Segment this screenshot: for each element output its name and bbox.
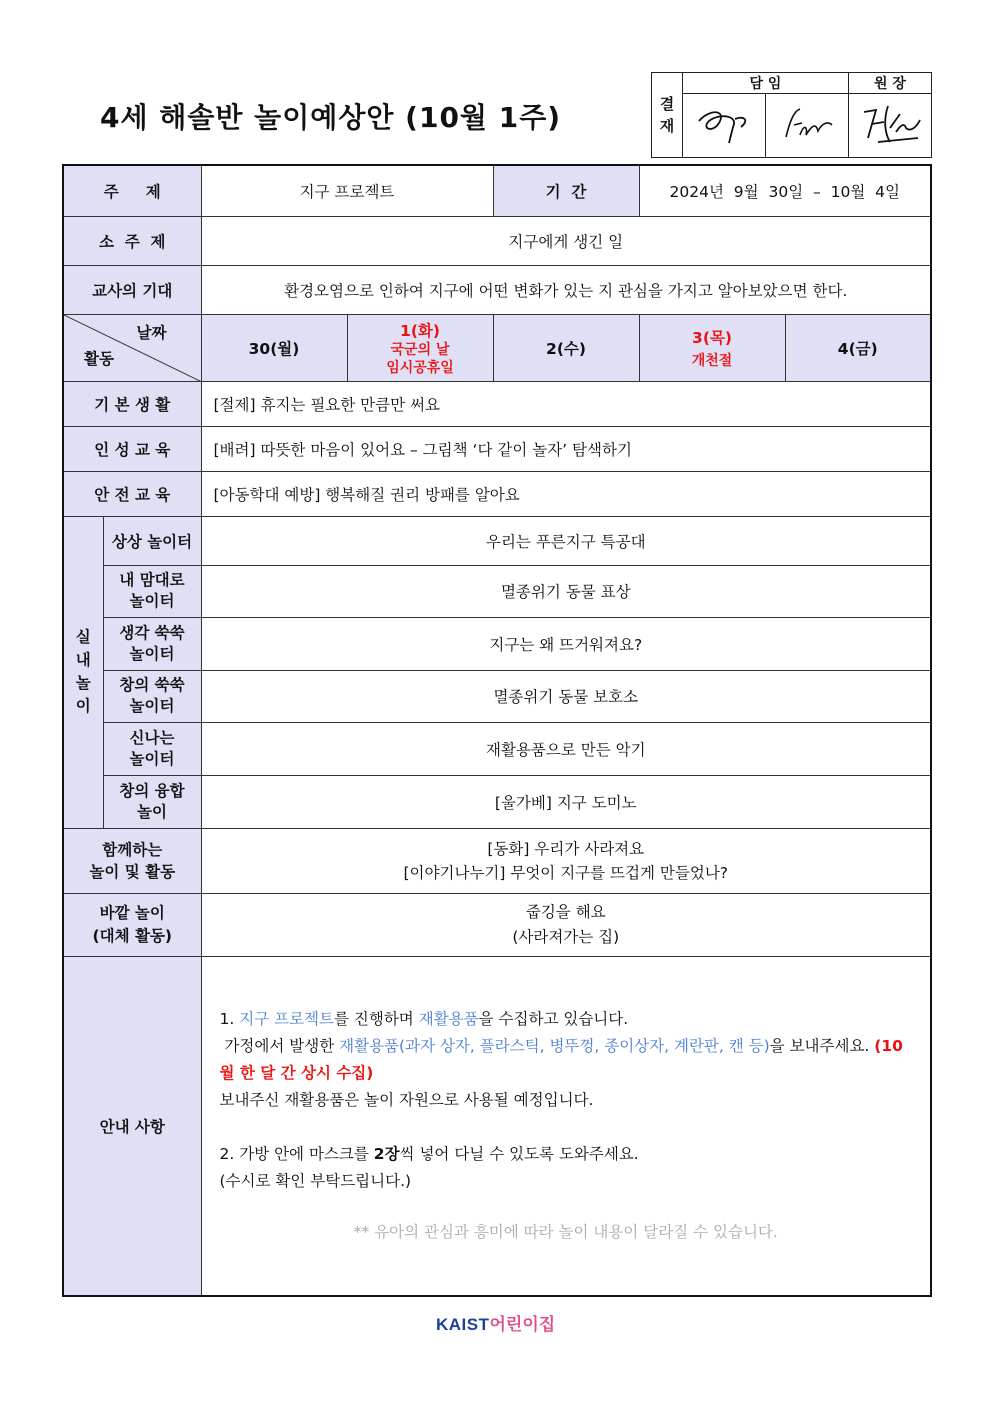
day-fri: [785, 314, 931, 381]
date-activity-header: [63, 314, 201, 381]
indoor-area-label-text: 내 맘대로: [119, 571, 185, 589]
indoor-label-char: 놀: [75, 674, 91, 692]
period-value: 2024년 9월 30일 – 10월 4일: [639, 165, 931, 216]
notice-label: 안내 사항: [63, 956, 201, 1296]
approval-homeroom-header: 담 임: [683, 73, 849, 94]
day-tue-note2: 임시공휴일: [386, 359, 454, 376]
logo-brand: KAIST: [436, 1315, 490, 1334]
approval-label-top: 결: [659, 95, 675, 113]
character-label: 인 성 교 육: [63, 426, 201, 471]
together-label-line1: 함께하는: [102, 840, 163, 859]
day-tue-note1: 국군의 날: [390, 341, 450, 358]
notice-item-1-detail: [220, 1033, 913, 1087]
outdoor-value: [201, 893, 931, 956]
indoor-area-value: 지구는 왜 뜨거워져요?: [201, 617, 931, 670]
indoor-area-label-text: 놀이터: [129, 592, 175, 610]
indoor-area-label: [103, 670, 201, 722]
activity-header: 활동: [84, 349, 114, 368]
notice-item-2: [220, 1141, 913, 1168]
safety-value: [아동학대 예방] 행복해질 권리 방패를 알아요: [201, 471, 931, 516]
indoor-area-label: [103, 775, 201, 828]
expectation-value: 환경오염으로 인하여 지구에 어떤 변화가 있는 지 관심을 가지고 알아보았으면 한다.: [201, 265, 931, 314]
indoor-area-label-text: 생각 쑥쑥: [119, 623, 185, 642]
safety-label: 안 전 교 육: [63, 471, 201, 516]
approval-label-bottom: 재: [659, 117, 675, 135]
indoor-area-value: 우리는 푸른지구 특공대: [201, 516, 931, 565]
approval-director-header: 원 장: [849, 73, 932, 94]
notice-text: 2. 가방 안에 마스크를: [219, 1144, 374, 1163]
notice-item-1-usage: 보내주신 재활용품은 놀이 자원으로 사용될 예정입니다.: [219, 1090, 594, 1109]
together-label: [63, 828, 201, 893]
indoor-area-label-text: 놀이터: [129, 644, 175, 663]
notice-bold: 2장: [373, 1144, 400, 1163]
notice-highlight: 지구 프로젝트: [239, 1009, 334, 1028]
day-tue-label: 1(화): [400, 321, 440, 340]
signature-1: [683, 94, 766, 158]
notice-highlight: 재활용품: [418, 1009, 479, 1028]
notice-text: 를 진행하며: [333, 1009, 419, 1028]
notice-text: 가정에서 발생한: [219, 1036, 340, 1055]
indoor-label-char: 실: [75, 628, 91, 646]
indoor-area-value: 멸종위기 동물 표상: [201, 565, 931, 617]
notice-text: 1.: [219, 1009, 240, 1028]
together-value: [201, 828, 931, 893]
character-value: [배려] 따뜻한 마음이 있어요 – 그림책 ‘다 같이 놀자’ 탐색하기: [201, 426, 931, 471]
expectation-label: 교사의 기대: [63, 265, 201, 314]
indoor-area-label-text: 놀이터: [129, 749, 175, 768]
approval-label: [652, 73, 683, 158]
notice-item-2-detail: (수시로 확인 부탁드립니다.): [219, 1171, 412, 1190]
signature-3: [849, 94, 932, 158]
notice-text: 씩 넣어 다닐 수 있도록 도와주세요.: [399, 1144, 639, 1163]
outdoor-label-line1: 바깥 놀이: [99, 903, 165, 922]
indoor-area-label: [103, 617, 201, 670]
indoor-area-label: [103, 722, 201, 775]
theme-value: 지구 프로젝트: [201, 165, 493, 216]
outdoor-line1: 줍깅을 해요: [525, 902, 606, 921]
indoor-area-label-text: 상상 놀이터: [111, 532, 193, 551]
outdoor-line2: (사라져가는 집): [512, 927, 620, 946]
day-mon-label: 30(월): [248, 339, 300, 358]
indoor-area-label: [103, 565, 201, 617]
notice-footnote: ** 유아의 관심과 흥미에 따라 놀이 내용이 달라질 수 있습니다.: [353, 1222, 778, 1241]
day-thu: [639, 314, 785, 381]
subtheme-value: 지구에게 생긴 일: [201, 216, 931, 265]
notice-body: [201, 956, 931, 1296]
indoor-area-label-text: 창의 쑥쑥: [119, 676, 185, 694]
indoor-play-label: [63, 516, 103, 828]
day-thu-label: 3(목): [692, 328, 732, 347]
date-header: 날짜: [136, 323, 167, 342]
page-title: 4세 해솔반 놀이예상안 (10월 1주): [100, 101, 562, 134]
day-wed-label: 2(수): [546, 339, 586, 358]
notice-text: 을 수집하고 있습니다.: [478, 1009, 629, 1028]
logo-suffix: 어린이집: [489, 1315, 556, 1335]
basic-life-label: 기 본 생 활: [63, 381, 201, 426]
indoor-area-label-text: 창의 융합: [119, 781, 185, 800]
basic-life-value: [절제] 휴지는 필요한 만큼만 써요: [201, 381, 931, 426]
plan-table: [62, 164, 932, 1297]
indoor-area-value: 멸종위기 동물 보호소: [201, 670, 931, 722]
indoor-label-char: 이: [75, 697, 91, 715]
indoor-area-label: [103, 516, 201, 565]
signature-2: [766, 94, 849, 158]
outdoor-label: [63, 893, 201, 956]
indoor-area-label-text: 놀이: [137, 802, 167, 821]
indoor-label-char: 내: [75, 651, 91, 669]
day-thu-note1: 개천절: [691, 352, 733, 369]
outdoor-label-line2: (대체 활동): [92, 926, 172, 945]
together-line1: [동화] 우리가 사라져요: [487, 839, 645, 858]
day-mon: [201, 314, 347, 381]
notice-highlight: 재활용품(과자 상자, 플라스틱, 병뚜껑, 종이상자, 계란판, 캔 등): [339, 1036, 770, 1055]
together-line2: [이야기나누기] 무엇이 지구를 뜨겁게 만들었나?: [403, 863, 729, 882]
indoor-area-label-text: 신나는: [129, 728, 175, 747]
notice-item-1: [220, 1006, 913, 1033]
period-label: 기 간: [493, 165, 639, 216]
indoor-area-label-text: 놀이터: [129, 697, 175, 715]
notice-text: 을 보내주세요.: [769, 1036, 875, 1055]
approval-box: [651, 72, 932, 158]
indoor-area-value: 재활용품으로 만든 악기: [201, 722, 931, 775]
theme-label: 주 제: [63, 165, 201, 216]
day-fri-label: 4(금): [837, 339, 878, 358]
notice-emphasis: (10월 한 달 간 상시 수집): [219, 1036, 903, 1082]
subtheme-label: 소 주 제: [63, 216, 201, 265]
kaist-logo: [436, 1310, 555, 1335]
together-label-line2: 놀이 및 활동: [89, 862, 176, 881]
indoor-area-value: [울가베] 지구 도미노: [201, 775, 931, 828]
day-tue: [347, 314, 493, 381]
day-wed: [493, 314, 639, 381]
